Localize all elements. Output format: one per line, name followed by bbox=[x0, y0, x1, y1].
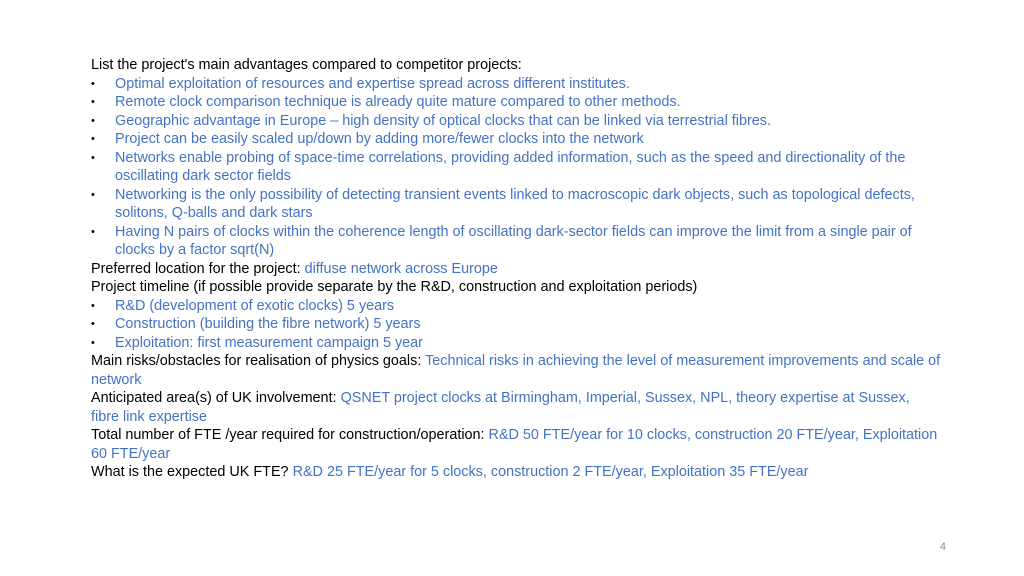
advantage-text: Geographic advantage in Europe – high density of optical clocks that can be linked via terrestrial fibres. bbox=[115, 112, 771, 129]
page-number: 4 bbox=[939, 541, 946, 553]
total-fte-line bbox=[91, 426, 941, 463]
bullet-icon: • bbox=[91, 96, 95, 108]
bullet-icon: • bbox=[91, 151, 95, 164]
bullet-icon: • bbox=[91, 299, 95, 312]
uk-involvement-value: QSNET project clocks at Birmingham, Imperial, Sussex, NPL, theory expertise at Sussex, fibre link expertise bbox=[91, 390, 910, 425]
uk-fte-value: R&D 25 FTE/year for 5 clocks, construction 2 FTE/year, Exploitation 35 FTE/year bbox=[292, 464, 809, 480]
list-item bbox=[91, 223, 941, 260]
advantages-list bbox=[91, 75, 941, 260]
total-fte-value: R&D 50 FTE/year for 10 clocks, construction 20 FTE/year, Exploitation 60 FTE/year bbox=[91, 427, 938, 462]
advantage-text: Optimal exploitation of resources and expertise spread across different institutes. bbox=[115, 75, 630, 92]
bullet-icon: • bbox=[91, 133, 95, 145]
total-fte-label: Total number of FTE /year required for construction/operation: bbox=[91, 427, 489, 443]
bullet-icon: • bbox=[91, 318, 95, 330]
uk-fte-label: What is the expected UK FTE? bbox=[91, 464, 293, 480]
timeline-text: Exploitation: first measurement campaign 5 year bbox=[115, 334, 423, 351]
list-item bbox=[91, 315, 941, 334]
bullet-icon: • bbox=[91, 77, 95, 90]
location-value: diffuse network across Europe bbox=[304, 260, 498, 277]
risks-label: Main risks/obstacles for realisation of physics goals: bbox=[91, 353, 426, 369]
bullet-icon: • bbox=[91, 225, 95, 238]
list-item bbox=[91, 186, 941, 223]
list-item bbox=[91, 334, 941, 353]
location-label: Preferred location for the project: bbox=[91, 260, 305, 277]
risks-value: Technical risks in achieving the level of measurement improvements and scale of network bbox=[91, 353, 941, 388]
timeline-list bbox=[91, 297, 941, 353]
advantages-heading: List the project's main advantages compared to competitor projects: bbox=[91, 57, 522, 73]
list-item bbox=[91, 130, 941, 149]
timeline-text: R&D (development of exotic clocks) 5 years bbox=[115, 297, 395, 314]
uk-involvement-label: Anticipated area(s) of UK involvement: bbox=[91, 390, 341, 406]
timeline-text: Construction (building the fibre network) 5 years bbox=[115, 316, 421, 332]
bullet-icon: • bbox=[91, 114, 95, 127]
list-item bbox=[91, 149, 941, 186]
uk-fte-line bbox=[91, 463, 941, 482]
list-item bbox=[91, 112, 941, 131]
bullet-icon: • bbox=[91, 336, 95, 349]
list-item bbox=[91, 297, 941, 316]
list-item bbox=[91, 75, 941, 94]
advantage-text: Having N pairs of clocks within the coherence length of oscillating dark-sector fields can improve the limit from a single pair of clocks by a factor sqrt(N) bbox=[115, 223, 912, 258]
location-line bbox=[91, 260, 941, 279]
slide-body bbox=[91, 56, 941, 482]
advantage-text: Remote clock comparison technique is already quite mature compared to other methods. bbox=[115, 94, 681, 110]
advantage-text: Networking is the only possibility of detecting transient events linked to macroscopic dark objects, such as topological defects, solitons, Q-balls and dark stars bbox=[115, 186, 915, 221]
advantage-text: Networks enable probing of space-time correlations, providing added information, such as the speed and directionality of the oscillating dark sector fields bbox=[115, 149, 906, 184]
timeline-heading: Project timeline (if possible provide separate by the R&D, construction and exploitation periods) bbox=[91, 279, 698, 295]
uk-involvement-line bbox=[91, 389, 941, 426]
risks-line bbox=[91, 352, 941, 389]
list-item bbox=[91, 93, 941, 112]
bullet-icon: • bbox=[91, 188, 95, 201]
advantage-text: Project can be easily scaled up/down by adding more/fewer clocks into the network bbox=[115, 131, 644, 147]
